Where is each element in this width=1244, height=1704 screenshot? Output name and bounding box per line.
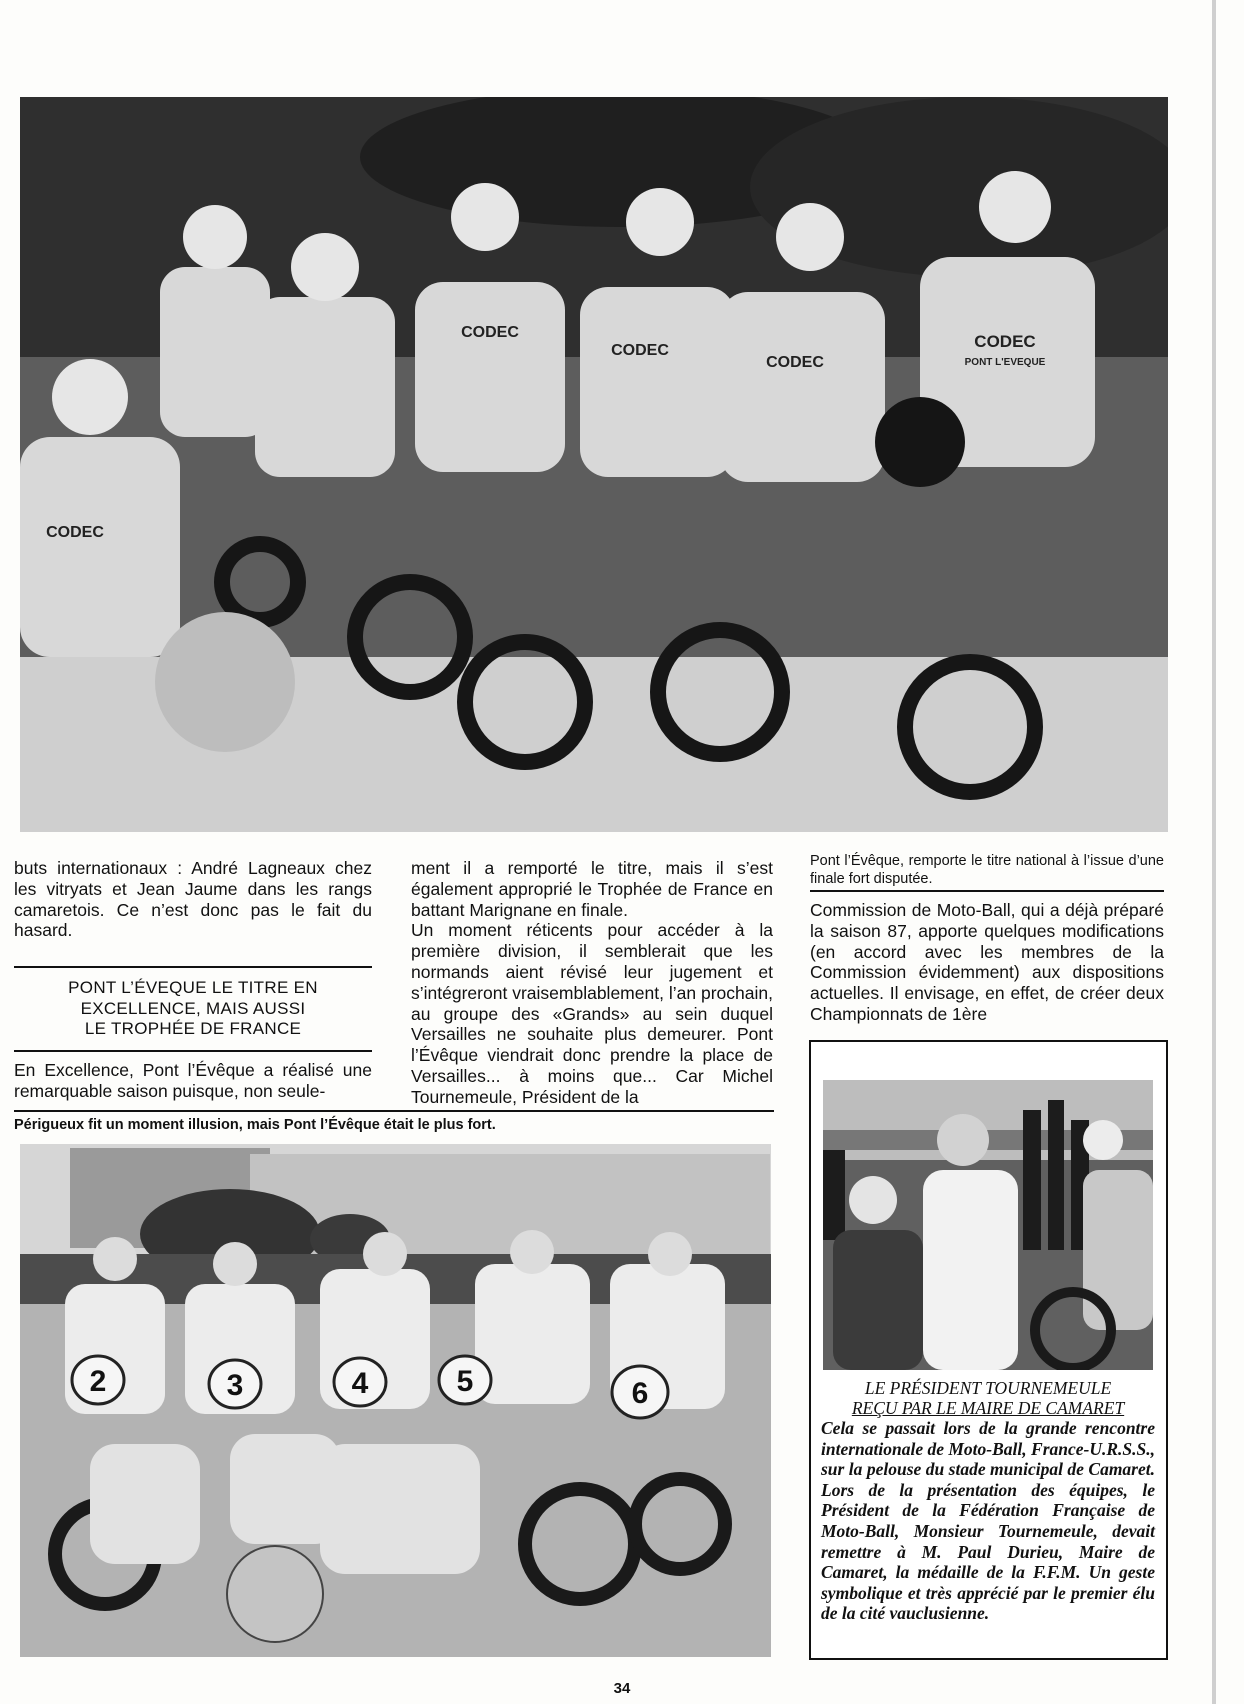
top-photo-caption: Pont l’Évêque, remporte le titre national à l’issue d’une finale fort disputée. <box>810 853 1164 887</box>
caption-rule <box>810 890 1164 892</box>
bike-number: 5 <box>456 1365 474 1398</box>
article-paragraph: En Excellence, Pont l’Évêque a réalisé une remarquable saison puisque, non seule- <box>14 1060 372 1101</box>
heading-rule-top <box>14 966 372 968</box>
team-photo-perigueux <box>20 1144 771 1657</box>
jersey-text: CODEC <box>461 324 519 341</box>
section-heading <box>14 978 372 1040</box>
bottom-photo-caption: Périgueux fit un moment illusion, mais Pont l’Évêque était le plus fort. <box>14 1117 496 1133</box>
jersey-text: CODEC <box>46 524 104 541</box>
sidebar-title-line2: REÇU PAR LE MAIRE DE CAMARET <box>851 1398 1125 1418</box>
team-photo-codec <box>20 97 1168 832</box>
sidebar-title-line1: LE PRÉSIDENT TOURNEMEULE <box>864 1378 1112 1398</box>
sidebar-photo <box>823 1080 1153 1370</box>
bottom-caption-rule <box>14 1110 774 1112</box>
jersey-text: CODEC <box>611 342 669 359</box>
article-column-2 <box>411 858 773 1108</box>
bike-number: 4 <box>351 1367 369 1400</box>
article-paragraph: ment il a remporté le titre, mais il s’est également approprié le Trophée de France en battant Marignane en finale. <box>411 858 773 920</box>
sidebar-box <box>809 1040 1168 1660</box>
article-paragraph: Un moment réticents pour accéder à la première division, il semblerait que les normands aient révisé leur jugement et s’intégreront vraisemblablement, l’an prochain, au groupe des «Grands» au sein duquel Versailles ne souhaite plus demeurer. Pont l’Évêque viendrait donc prendre la place de Versailles... à moins que... Car Michel Tournemeule, Président de la <box>411 920 773 1107</box>
jersey-text: CODEC <box>974 332 1036 351</box>
jersey-text: CODEC <box>766 354 824 371</box>
article-paragraph: buts internationaux : André Lagneaux chez les vitryats et Jean Jaume dans les rangs camaretois. Ce n’est donc pas le fait du hasard. <box>14 858 372 941</box>
bike-number: 6 <box>631 1377 649 1410</box>
bike-number: 2 <box>89 1365 107 1398</box>
heading-line: LE TROPHÉE DE FRANCE <box>84 1019 302 1038</box>
page-edge <box>1212 0 1216 1704</box>
heading-rule-bottom <box>14 1050 372 1052</box>
page-number: 34 <box>613 1680 631 1697</box>
bike-number: 3 <box>226 1369 244 1402</box>
article-column-1-continued <box>14 1060 372 1102</box>
sidebar-text: Cela se passait lors de la grande rencontre internationale de Moto-Ball, France-U.R.S.S., sur la pelouse du stade municipal de Camaret. Lors de la présentation des équipes, le Président de la Fédération Française de Moto-Ball, Monsieur Tournemeule, devait remettre à M. Paul Durieu, Maire de Camaret, la médaille de la F.F.M. Un geste symbolique et très apprécié par le premier élu de la cité vauclusienne. <box>821 1418 1155 1624</box>
article-column-1 <box>14 858 372 941</box>
heading-line: EXCELLENCE, MAIS AUSSI <box>80 998 306 1018</box>
heading-line: PONT L’ÉVEQUE LE TITRE EN <box>68 978 318 997</box>
jersey-subtext: PONT L'EVEQUE <box>964 357 1046 368</box>
article-paragraph: Commission de Moto-Ball, qui a déjà préparé la saison 87, apporte quelques modifications (en accord avec les membres de la Commission évidemment) aux dispositions actuelles. Il envisage, en effet, de créer deux Championnats de 1ère <box>810 900 1164 1024</box>
article-column-3 <box>810 900 1164 1025</box>
